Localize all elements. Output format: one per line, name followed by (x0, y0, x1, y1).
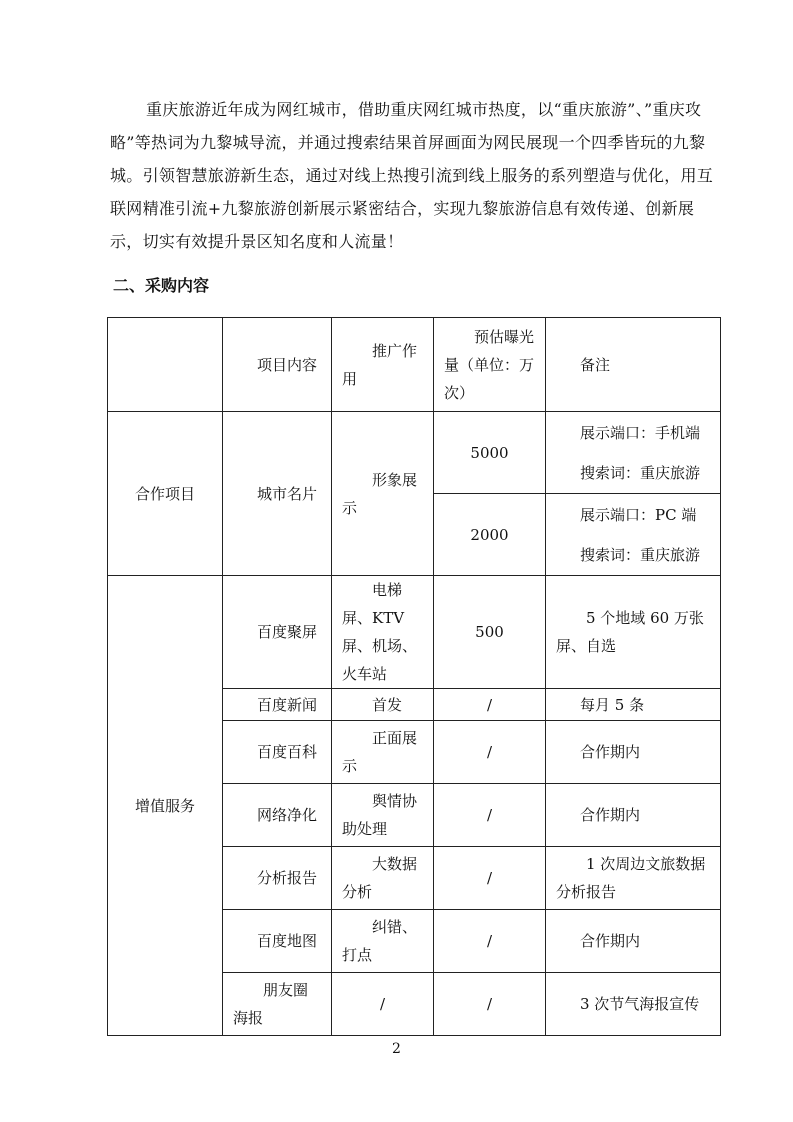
coop-note-2-line1: 展示端口：PC 端 (580, 505, 697, 524)
section-heading: 二、采购内容 (113, 276, 210, 295)
value-item-3: 百度百科 (223, 721, 332, 784)
value-note-2: 每月 5 条 (546, 689, 721, 721)
value-effect-3: 正面展示 (332, 721, 434, 784)
value-exposure-2: / (434, 689, 546, 721)
intro-paragraph: 重庆旅游近年成为网红城市，借助重庆网红城市热度，以“重庆旅游”、”重庆攻略”等热词为九黎城导流，并通过搜索结果首屏画面为网民展现一个四季皆玩的九黎城。引领智慧旅游新生态，通过对线上热搜引流到线上服务的系列塑造与优化，用互联网精准引流+九黎旅游创新展示紧密结合，实现九黎旅游信息有效传递、创新展示，切实有效提升景区知名度和人流量！ (110, 100, 714, 251)
table-row (108, 576, 721, 689)
value-item-5: 分析报告 (223, 847, 332, 910)
value-effect-2: 首发 (332, 689, 434, 721)
coop-note-1 (546, 412, 721, 494)
value-note-1: 5 个地域 60 万张屏、自选 (546, 576, 721, 689)
value-note-5: 1 次周边文旅数据分析报告 (546, 847, 721, 910)
table-header-row (108, 318, 721, 412)
page-number: 2 (392, 1041, 401, 1057)
header-effect: 推广作用 (332, 318, 434, 412)
coop-item: 城市名片 (223, 412, 332, 576)
value-exposure-6: / (434, 910, 546, 973)
coop-note-2-line2: 搜索词：重庆旅游 (580, 545, 701, 564)
coop-exposure-2: 2000 (434, 494, 546, 576)
coop-note-1-line2: 搜索词：重庆旅游 (580, 463, 701, 482)
value-exposure-4: / (434, 784, 546, 847)
header-exposure: 预估曝光量（单位：万次） (434, 318, 546, 412)
table-row (108, 412, 721, 494)
procurement-table (107, 317, 721, 1036)
value-item-6: 百度地图 (223, 910, 332, 973)
coop-effect: 形象展示 (332, 412, 434, 576)
value-exposure-7: / (434, 973, 546, 1036)
header-item: 项目内容 (223, 318, 332, 412)
value-effect-4: 舆情协助处理 (332, 784, 434, 847)
coop-exposure-1: 5000 (434, 412, 546, 494)
header-note: 备注 (546, 318, 721, 412)
group-label-value: 增值服务 (108, 576, 223, 1036)
value-effect-6: 纠错、打点 (332, 910, 434, 973)
coop-note-1-line1: 展示端口：手机端 (580, 423, 701, 442)
value-note-4: 合作期内 (546, 784, 721, 847)
group-label-coop: 合作项目 (108, 412, 223, 576)
header-blank-cell (108, 318, 223, 412)
value-item-2: 百度新闻 (223, 689, 332, 721)
coop-note-2 (546, 494, 721, 576)
value-effect-1: 电梯屏、KTV 屏、机场、火车站 (332, 576, 434, 689)
value-note-6: 合作期内 (546, 910, 721, 973)
value-note-3: 合作期内 (546, 721, 721, 784)
value-exposure-3: / (434, 721, 546, 784)
value-exposure-1: 500 (434, 576, 546, 689)
value-note-7: 3 次节气海报宣传 (546, 973, 721, 1036)
value-exposure-5: / (434, 847, 546, 910)
value-item-1: 百度聚屏 (223, 576, 332, 689)
value-item-7: 朋友圈海报 (223, 973, 332, 1036)
value-item-4: 网络净化 (223, 784, 332, 847)
value-effect-7: / (332, 973, 434, 1036)
value-effect-5: 大数据分析 (332, 847, 434, 910)
